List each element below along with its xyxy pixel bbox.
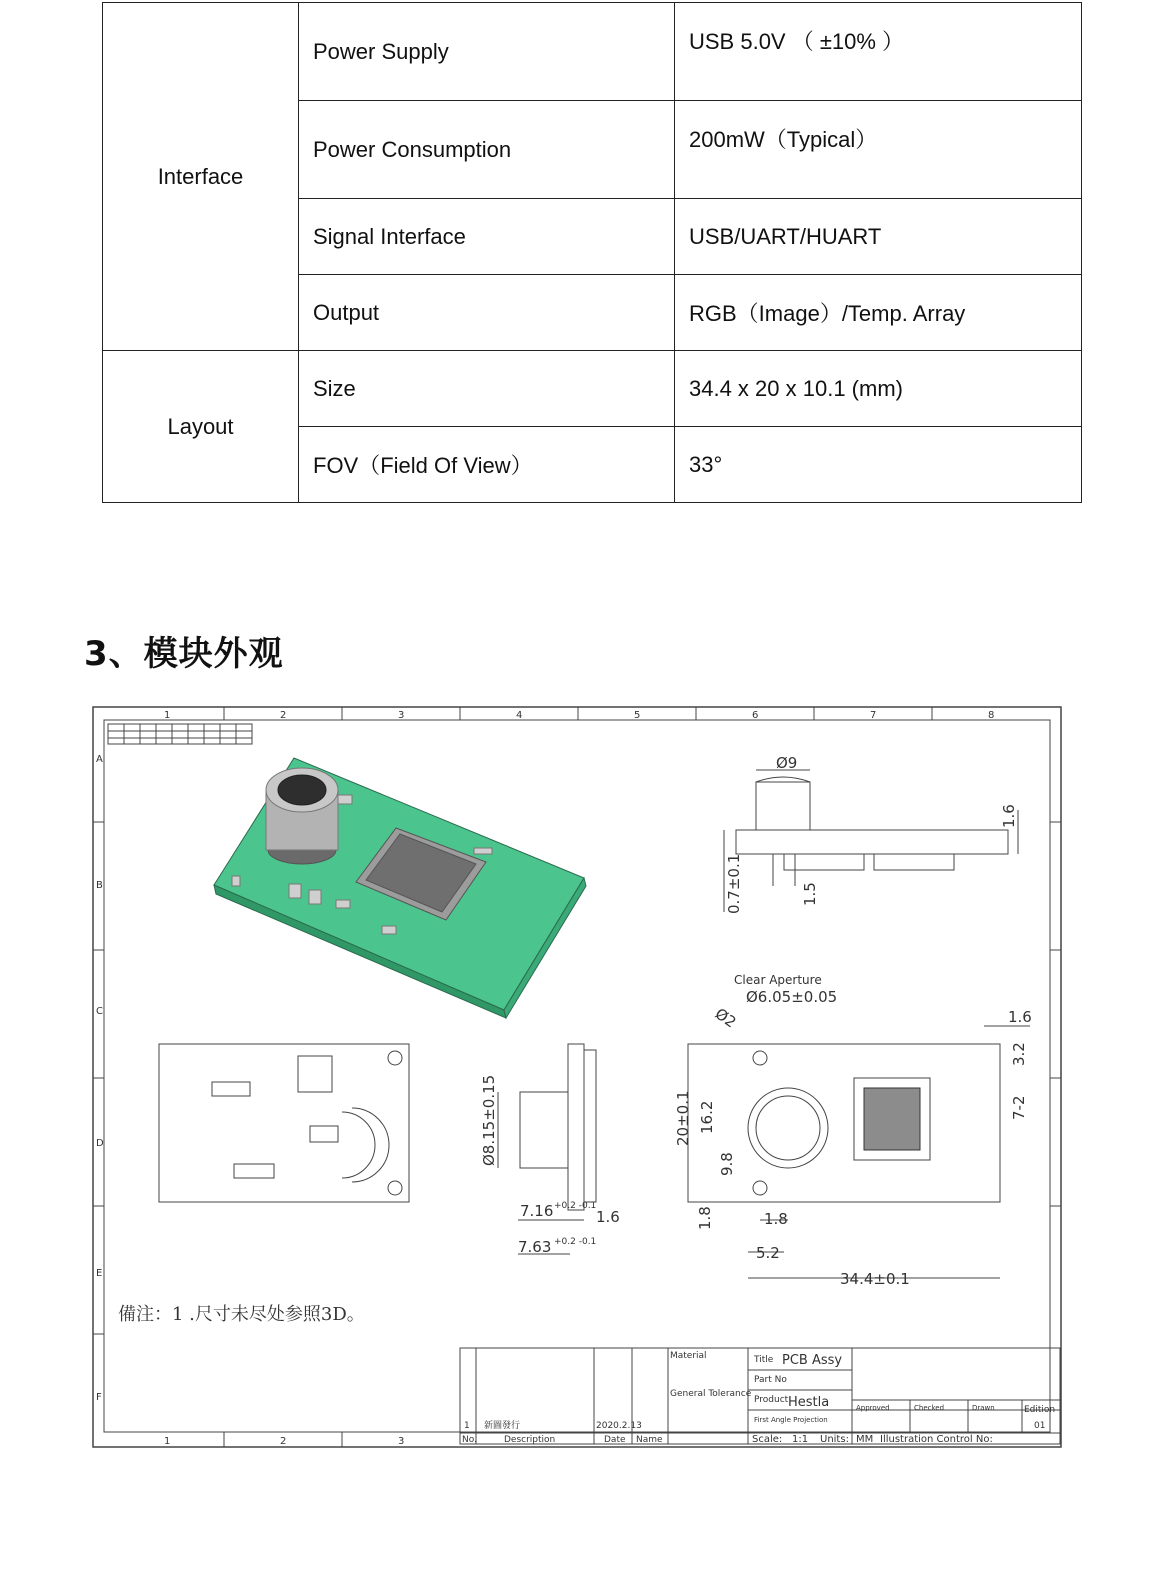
param-cell: FOV（Field Of View）	[299, 427, 675, 503]
tb-label: Scale:	[752, 1434, 783, 1445]
zone-col: 6	[752, 710, 759, 721]
dim-label: Clear Aperture	[734, 973, 822, 987]
drawing-frame	[93, 707, 1061, 1447]
tb-label: First Angle Projection	[754, 1416, 828, 1424]
dim-label: Ø8.15±0.15	[480, 1074, 498, 1166]
tb-label: Part No	[754, 1375, 787, 1385]
zone-col: 2	[280, 1436, 287, 1447]
zone-ticks	[93, 707, 1061, 1447]
category-cell: Interface	[103, 3, 299, 351]
zone-row: F	[96, 1392, 102, 1403]
pcb-3d-render	[214, 758, 586, 1018]
zone-col: 4	[516, 710, 523, 721]
tb-value: 新圖發行	[484, 1421, 521, 1431]
table-row	[103, 351, 1082, 427]
dim-label: 1.6	[1000, 804, 1018, 828]
zone-col: 3	[398, 1436, 405, 1447]
param-cell: Size	[299, 351, 675, 427]
value-cell: 34.4 x 20 x 10.1 (mm)	[675, 351, 1082, 427]
tb-value: 01	[1034, 1421, 1046, 1431]
dim-label: 1.6	[1008, 1008, 1032, 1026]
section-heading: 3、模块外观	[84, 634, 284, 674]
zone-col: 1	[164, 710, 171, 721]
zone-row: A	[96, 754, 103, 765]
tb-label: No.	[462, 1435, 477, 1445]
zone-col: 3	[398, 710, 405, 721]
value-cell: 200mW（Typical）	[675, 101, 1082, 199]
zone-col: 5	[634, 710, 641, 721]
tb-label: Units:	[820, 1434, 849, 1445]
dim-label: 1.6	[596, 1208, 620, 1226]
table-row	[103, 3, 1082, 101]
tb-label: General Tolerance	[670, 1389, 752, 1399]
tb-value: 1	[464, 1421, 470, 1431]
dim-label: 16.2	[698, 1100, 716, 1134]
dim-label: 7.16	[520, 1202, 554, 1220]
dim-label: 1.8	[764, 1210, 788, 1228]
dim-label: Ø9	[776, 754, 798, 772]
drawing-inner-frame	[104, 720, 1050, 1432]
tb-label: Illustration Control No:	[880, 1434, 993, 1445]
dim-label: 34.4±0.1	[840, 1270, 910, 1288]
dim-label: Ø2	[711, 1004, 740, 1032]
zone-col: 2	[280, 710, 287, 721]
param-cell: Signal Interface	[299, 199, 675, 275]
value-cell: USB 5.0V （ ±10% ）	[675, 3, 1082, 101]
dim-label: 1.8	[696, 1206, 714, 1230]
zone-row: C	[96, 1006, 103, 1017]
pcb-bottom-view	[688, 1026, 1030, 1278]
dim-label: 20±0.1	[674, 1090, 692, 1146]
tb-label: Product	[754, 1395, 789, 1405]
category-cell: Layout	[103, 351, 299, 503]
zone-col: 1	[164, 1436, 171, 1447]
zone-col: 7	[870, 710, 877, 721]
dim-label: 1.5	[801, 882, 819, 906]
dim-label: 5.2	[756, 1244, 780, 1262]
tb-value: PCB Assy	[782, 1353, 843, 1368]
value-cell: 33°	[675, 427, 1082, 503]
zone-row: E	[96, 1268, 103, 1279]
tolerance-grid	[108, 724, 252, 744]
tb-value: 1:1	[792, 1434, 809, 1445]
tb-label: Description	[504, 1435, 556, 1445]
dim-label: Ø6.05±0.05	[746, 988, 838, 1006]
tb-label: Material	[670, 1351, 707, 1361]
tb-value: MM	[856, 1434, 874, 1445]
value-cell: RGB（Image）/Temp. Array	[675, 275, 1082, 351]
zone-col: 8	[988, 710, 995, 721]
technical-drawing	[84, 700, 1068, 1452]
tb-label: Date	[604, 1435, 626, 1445]
dim-label: +0.2 -0.1	[554, 1237, 597, 1247]
zone-row: D	[96, 1138, 104, 1149]
tb-label: Checked	[914, 1404, 945, 1412]
spec-table	[102, 2, 1082, 503]
tb-label: Edition	[1024, 1405, 1056, 1415]
zone-row: B	[96, 880, 103, 891]
dim-label: +0.2 -0.1	[554, 1201, 597, 1211]
dim-label: 9.8	[718, 1152, 736, 1176]
pcb-top-view	[159, 1044, 409, 1202]
dim-label: 3.2	[1010, 1042, 1028, 1066]
dim-label: 7.63	[518, 1238, 552, 1256]
side-view	[724, 770, 1018, 912]
tb-label: Title	[754, 1355, 774, 1365]
dim-label: 0.7±0.1	[725, 853, 743, 914]
tb-value: 2020.2.13	[596, 1421, 642, 1431]
tb-label: Drawn	[972, 1404, 995, 1412]
mid-side-view	[498, 1044, 596, 1254]
param-cell: Output	[299, 275, 675, 351]
tb-label: Name	[636, 1435, 663, 1445]
drawing-note: 備注：1 .尺寸未尽处参照3D。	[118, 1304, 365, 1325]
tb-label: Approved	[856, 1404, 890, 1412]
value-cell: USB/UART/HUART	[675, 199, 1082, 275]
param-cell: Power Supply	[299, 3, 675, 101]
param-cell: Power Consumption	[299, 101, 675, 199]
tb-value: Hestla	[788, 1395, 830, 1410]
dim-label: 7-2	[1010, 1095, 1028, 1120]
